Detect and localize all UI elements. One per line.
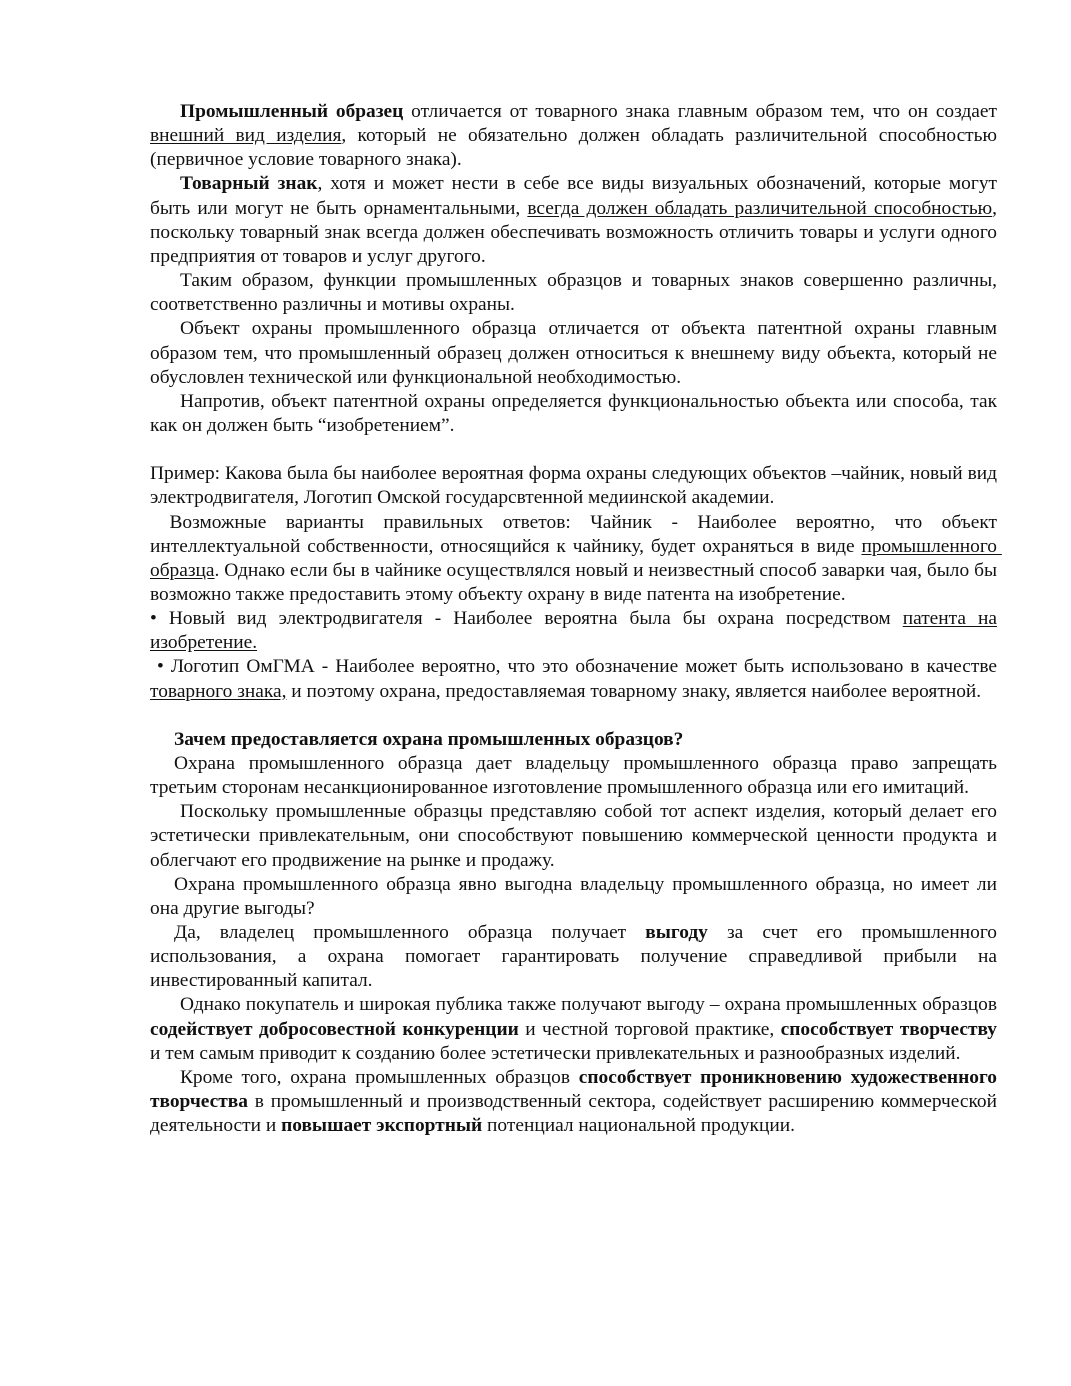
- text-run: и поэтому охрана, предоставляемая товарному знаку, является наиболее вероятной.: [286, 680, 982, 702]
- text-run: • Логотип ОмГМА - Наиболее вероятно, что это обозначение может быть использовано в качестве: [150, 656, 1002, 678]
- bold-text: содействует добросовестной конкуренции: [150, 1018, 519, 1040]
- spacer: [150, 438, 997, 462]
- paragraph-answer-motor: [150, 607, 997, 655]
- text-run: Возможные варианты правильных ответов: Чайник - Наиболее вероятно, что объект интеллектуальной собственности, относящийся к чайнику, будет охраняться в виде: [150, 511, 1002, 557]
- paragraph-artistic-creativity: [150, 1066, 997, 1138]
- text-run: Да, владелец промышленного образца получает: [174, 922, 646, 943]
- text-run: отличается от товарного знака главным образом тем, что он создает: [403, 101, 997, 122]
- text-run: • Новый вид электродвигателя - Наиболее вероятна была бы охрана посредством: [150, 608, 903, 630]
- section-heading: Зачем предоставляется охрана промышленных образцов?: [174, 728, 684, 750]
- document-body: [150, 100, 1002, 1138]
- bold-text: Товарный знак: [180, 173, 318, 195]
- underlined-text: патента на изобретение.: [150, 608, 997, 654]
- bold-text: выгоду: [645, 922, 708, 943]
- paragraph-trademark: [150, 172, 997, 269]
- paragraph-object-of-protection: Объект охраны промышленного образца отличается от объекта патентной охраны главным образом тем, что промышленный образец должен относиться к внешнему виду объекта, который не обусловлен технической или функциональной необходимостью.: [150, 318, 997, 388]
- text-run: , поскольку товарный знак всегда должен обеспечивать возможность отличить товары и услуги одного предприятия от товаров и услуг другого.: [150, 197, 998, 267]
- paragraph-example-question: Пример: Какова была бы наиболее вероятная форма охраны следующих объектов –чайник, новый вид электродвигателя, Логотип Омской государсвтенной медиинской академии.: [150, 463, 997, 509]
- bold-text: повышает экспортный: [281, 1115, 483, 1137]
- spacer: [150, 704, 997, 728]
- paragraph-answer-logo: [150, 655, 1002, 703]
- paragraph-industrial-design: [150, 100, 997, 172]
- bold-text: Промышленный образец: [180, 101, 404, 122]
- text-run: за счет его промышленного использования, а охрана помогает гарантировать получение справедливой прибыли на инвестированный капитал.: [150, 922, 997, 992]
- text-run: в промышленный и производственный сектора, содействует расширению коммерческой деятельности и: [150, 1091, 997, 1137]
- text-run: и честной торговой практике,: [518, 1018, 781, 1040]
- paragraph-owner-benefit: [150, 921, 997, 993]
- text-run: Кроме того, охрана промышленных образцов: [180, 1066, 579, 1088]
- paragraph-other-benefits-question: Охрана промышленного образца явно выгодна владельцу промышленного образца, но имеет ли она другие выгоды?: [150, 873, 997, 919]
- bold-text: способствует творчеству: [780, 1018, 997, 1040]
- paragraph-answer-kettle: [150, 511, 1002, 608]
- paragraph-right-to-prohibit: Охрана промышленного образца дает владельцу промышленного образца право запрещать третьим сторонам несанкционированное изготовление промышленного образца или его имитаций.: [150, 752, 997, 799]
- underlined-text: внешний вид изделия: [150, 125, 342, 147]
- paragraph-commercial-value: Поскольку промышленные образцы представляю собой тот аспект изделия, который делает его эстетически привлекательным, они способствуют повышению коммерческой ценности продукта и облегчают его продвижение на рынке и продажу.: [150, 801, 997, 871]
- text-run: потенциал национальной продукции.: [482, 1115, 795, 1137]
- text-run: Однако покупатель и широкая публика также получают выгоду – охрана промышленных образцов: [180, 994, 997, 1016]
- paragraph-functions: Таким образом, функции промышленных образцов и товарных знаков совершенно различны, соответственно различны и мотивы охраны.: [150, 270, 997, 316]
- underlined-text: товарного знака,: [150, 680, 287, 702]
- paragraph-public-benefit: [150, 993, 997, 1065]
- paragraph-patent-object: Напротив, объект патентной охраны определяется функциональностью объекта или способа, так как он должен быть “изобретением”.: [150, 390, 997, 437]
- underlined-text: промышленного образца: [150, 535, 1002, 581]
- underlined-text: всегда должен обладать различительной способностью: [527, 197, 993, 219]
- text-run: и тем самым приводит к созданию более эстетически привлекательных и разнообразных изделий.: [150, 1042, 961, 1064]
- text-run: , хотя и может нести в себе все виды визуальных обозначений, которые могут быть или могут не быть орнаментальными,: [150, 173, 997, 219]
- text-run: . Однако если бы в чайнике осуществлялся новый и неизвестный способ заварки чая, было бы возможно также предоставить этому объекту охрану в виде патента на изобретение.: [150, 559, 1002, 605]
- text-run: , который не обязательно должен обладать различительной способностью (первичное условие товарного знака).: [150, 125, 997, 171]
- bold-text: способствует проникновению художественного творчества: [150, 1066, 997, 1113]
